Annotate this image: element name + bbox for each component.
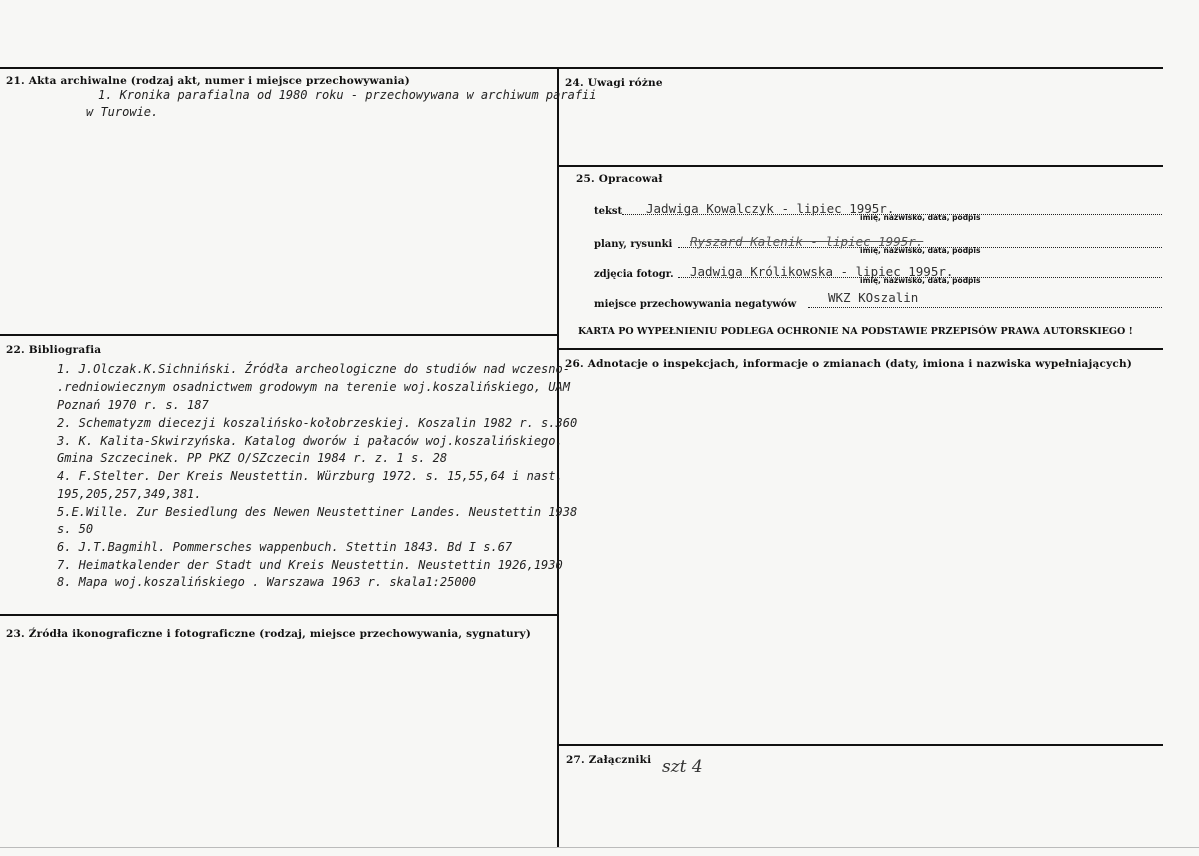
- plany-label: plany, rysunki: [594, 239, 673, 250]
- zdjecia-caption: imię, nazwisko, data, podpis: [860, 276, 981, 285]
- bibliography-line: 3. K. Kalita-Skwirzyńska. Katalog dworów i pałaców woj.koszalińskiego.: [57, 434, 563, 448]
- divider-22-23: [0, 614, 558, 616]
- bibliography-line: 2. Schematyzm diecezji koszalińsko-kołobrzeskiej. Koszalin 1982 r. s.360: [57, 416, 578, 430]
- section-23-header: 23. Źródła ikonograficzne i fotograficzne (rodzaj, miejsce przechowywania, sygnatury): [6, 628, 531, 640]
- section-25-header: 25. Opracował: [576, 173, 663, 185]
- negatywy-value: WKZ KOszalin: [828, 290, 919, 305]
- attachments-handwritten-note: szt 4: [662, 757, 703, 777]
- zdjecia-value: Jadwiga Królikowska - lipiec 1995r.: [690, 264, 954, 279]
- tekst-value: Jadwiga Kowalczyk - lipiec 1995r.: [646, 201, 895, 216]
- divider-26-27: [558, 744, 1163, 746]
- copyright-warning: KARTA PO WYPEŁNIENIU PODLEGA OCHRONIE NA PODSTAWIE PRZEPISÓW PRAWA AUTORSKIEGO !: [578, 326, 1133, 337]
- section-27-header: 27. Załączniki: [566, 754, 652, 766]
- plany-value: Ryszard Kalenik - lipiec 1995r.: [690, 234, 924, 249]
- negatywy-label: miejsce przechowywania negatywów: [594, 299, 797, 310]
- plany-caption: imię, nazwisko, data, podpis: [860, 246, 981, 255]
- negatywy-dotted-line: [808, 307, 1162, 308]
- tekst-caption: imię, nazwisko, data, podpis: [860, 213, 981, 222]
- bibliography-line: s. 50: [57, 522, 94, 536]
- bibliography-line: 195,205,257,349,381.: [57, 487, 202, 501]
- section-24-header: 24. Uwagi różne: [565, 77, 663, 89]
- bibliography-line: 8. Mapa woj.koszalińskiego . Warszawa 1963 r. skala1:25000: [57, 575, 477, 589]
- center-divider: [557, 67, 559, 847]
- divider-24-25: [558, 165, 1163, 167]
- divider-25-26: [558, 348, 1163, 350]
- bibliography-line: Gmina Szczecinek. PP PKZ O/SZczecin 1984 r. z. 1 s. 28: [57, 451, 448, 465]
- bibliography-line: 7. Heimatkalender der Stadt und Kreis Neustettin. Neustettin 1926,1930: [57, 558, 563, 572]
- tekst-label: tekst: [594, 206, 623, 217]
- top-border: [0, 67, 1163, 69]
- divider-21-22: [0, 334, 558, 336]
- bibliography-line: Poznań 1970 r. s. 187: [57, 398, 209, 412]
- section-22-header: 22. Bibliografia: [6, 344, 102, 356]
- bottom-edge: [0, 847, 1199, 848]
- section-21-line-1: 1. Kronika parafialna od 1980 roku - przechowywana w archiwum parafii: [98, 88, 597, 102]
- zdjecia-label: zdjęcia fotogr.: [594, 269, 674, 280]
- section-21-line-2: w Turowie.: [86, 105, 159, 119]
- bibliography-line: 4. F.Stelter. Der Kreis Neustettin. Würzburg 1972. s. 15,55,64 i nast.: [57, 469, 563, 483]
- section-21-header: 21. Akta archiwalne (rodzaj akt, numer i miejsce przechowywania): [6, 75, 410, 87]
- section-26-header: 26. Adnotacje o inspekcjach, informacje o zmianach (daty, imiona i nazwiska wypełniających): [565, 358, 1133, 370]
- bibliography-line: 1. J.Olczak.K.Sichniński. Źródła archeologiczne do studiów nad wczesno-: [57, 362, 570, 376]
- bibliography-line: .redniowiecznym osadnictwem grodowym na terenie woj.koszalińskiego, UAM: [57, 380, 570, 394]
- bibliography-line: 6. J.T.Bagmihl. Pommersches wappenbuch. Stettin 1843. Bd I s.67: [57, 540, 513, 554]
- bibliography-line: 5.E.Wille. Zur Besiedlung des Newen Neustettiner Landes. Neustettin 1938: [57, 505, 578, 519]
